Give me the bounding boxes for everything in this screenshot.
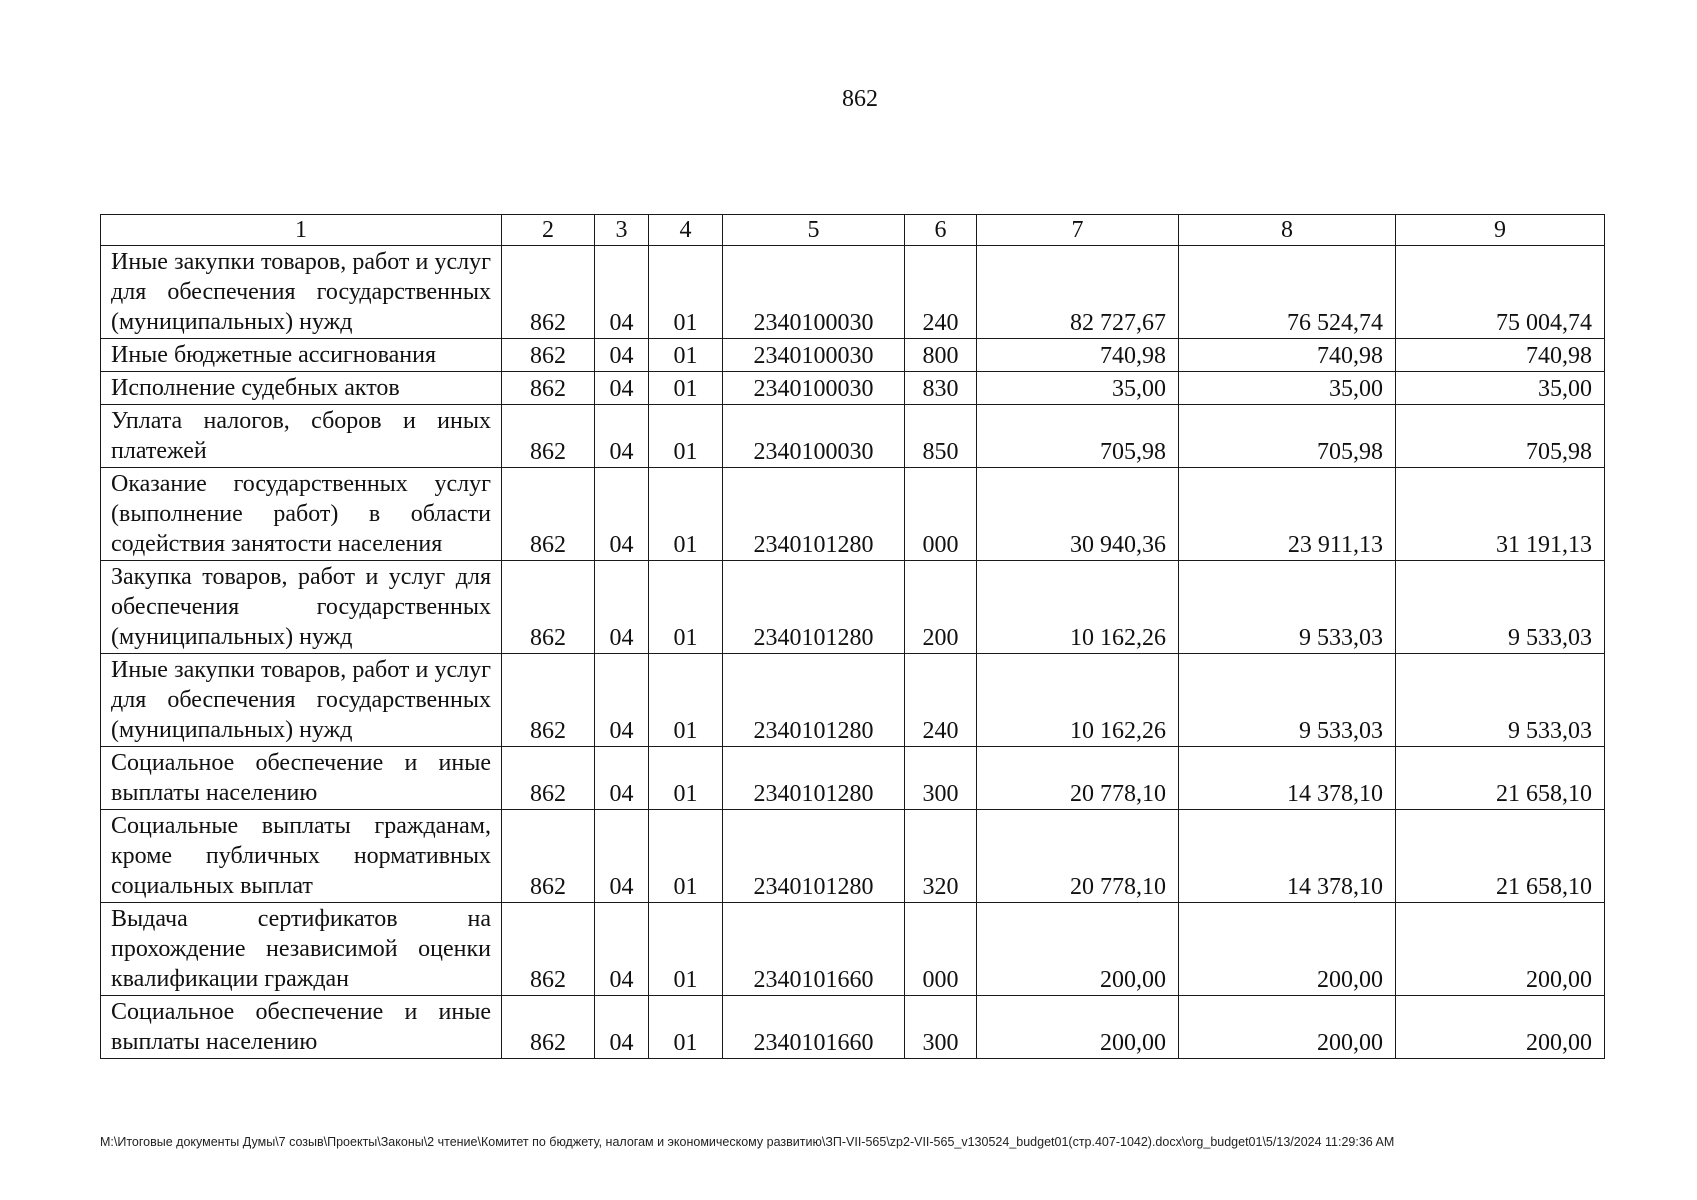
target-article-cell: 2340100030 bbox=[723, 339, 905, 372]
table-row bbox=[101, 468, 1605, 561]
amount-col9-cell: 21 658,10 bbox=[1396, 810, 1605, 903]
target-article-cell: 2340100030 bbox=[723, 246, 905, 339]
row-name-cell: Закупка товаров, работ и услуг для обеспечения государственных (муниципальных) нужд bbox=[101, 561, 502, 654]
row-name-cell: Исполнение судебных актов bbox=[101, 372, 502, 405]
subsection-cell: 01 bbox=[649, 468, 723, 561]
amount-col7-cell: 200,00 bbox=[977, 996, 1179, 1059]
row-name-cell: Оказание государственных услуг (выполнение работ) в области содействия занятости населения bbox=[101, 468, 502, 561]
row-name-cell: Социальное обеспечение и иные выплаты населению bbox=[101, 747, 502, 810]
target-article-cell: 2340100030 bbox=[723, 372, 905, 405]
expense-type-cell: 320 bbox=[905, 810, 977, 903]
ministry-code-cell: 862 bbox=[502, 246, 595, 339]
expense-type-cell: 830 bbox=[905, 372, 977, 405]
expense-type-cell: 000 bbox=[905, 903, 977, 996]
target-article-cell: 2340101280 bbox=[723, 654, 905, 747]
ministry-code-cell: 862 bbox=[502, 996, 595, 1059]
target-article-cell: 2340101660 bbox=[723, 996, 905, 1059]
budget-table bbox=[100, 214, 1605, 1059]
row-name-cell: Иные бюджетные ассигнования bbox=[101, 339, 502, 372]
ministry-code-cell: 862 bbox=[502, 561, 595, 654]
row-name-cell: Выдача сертификатов на прохождение независимой оценки квалификации граждан bbox=[101, 903, 502, 996]
amount-col9-cell: 75 004,74 bbox=[1396, 246, 1605, 339]
amount-col9-cell: 9 533,03 bbox=[1396, 654, 1605, 747]
amount-col7-cell: 35,00 bbox=[977, 372, 1179, 405]
row-name-cell: Иные закупки товаров, работ и услуг для обеспечения государственных (муниципальных) нужд bbox=[101, 246, 502, 339]
section-cell: 04 bbox=[595, 561, 649, 654]
table-row bbox=[101, 747, 1605, 810]
column-header: 7 bbox=[977, 215, 1179, 246]
expense-type-cell: 300 bbox=[905, 996, 977, 1059]
expense-type-cell: 240 bbox=[905, 654, 977, 747]
amount-col9-cell: 740,98 bbox=[1396, 339, 1605, 372]
subsection-cell: 01 bbox=[649, 372, 723, 405]
subsection-cell: 01 bbox=[649, 561, 723, 654]
section-cell: 04 bbox=[595, 810, 649, 903]
section-cell: 04 bbox=[595, 747, 649, 810]
ministry-code-cell: 862 bbox=[502, 654, 595, 747]
column-header: 5 bbox=[723, 215, 905, 246]
section-cell: 04 bbox=[595, 903, 649, 996]
target-article-cell: 2340101280 bbox=[723, 468, 905, 561]
column-header: 3 bbox=[595, 215, 649, 246]
row-name-cell: Иные закупки товаров, работ и услуг для обеспечения государственных (муниципальных) нужд bbox=[101, 654, 502, 747]
amount-col7-cell: 30 940,36 bbox=[977, 468, 1179, 561]
table-row bbox=[101, 246, 1605, 339]
ministry-code-cell: 862 bbox=[502, 372, 595, 405]
amount-col9-cell: 200,00 bbox=[1396, 996, 1605, 1059]
table-row bbox=[101, 339, 1605, 372]
document-file-path-footer: M:\Итоговые документы Думы\7 созыв\Проекты\Законы\2 чтение\Комитет по бюджету, налогам и экономическому развитию\ЗП-VII-565\zp2-VII-565_v130524_budget01(стр.407-1042).docx\org_budget01\5/13/2024 11:29:36 AM bbox=[100, 1135, 1395, 1149]
subsection-cell: 01 bbox=[649, 996, 723, 1059]
amount-col8-cell: 14 378,10 bbox=[1179, 747, 1396, 810]
amount-col9-cell: 21 658,10 bbox=[1396, 747, 1605, 810]
ministry-code-cell: 862 bbox=[502, 468, 595, 561]
amount-col7-cell: 10 162,26 bbox=[977, 561, 1179, 654]
amount-col8-cell: 740,98 bbox=[1179, 339, 1396, 372]
amount-col9-cell: 9 533,03 bbox=[1396, 561, 1605, 654]
subsection-cell: 01 bbox=[649, 747, 723, 810]
section-cell: 04 bbox=[595, 654, 649, 747]
table-row bbox=[101, 810, 1605, 903]
subsection-cell: 01 bbox=[649, 903, 723, 996]
subsection-cell: 01 bbox=[649, 339, 723, 372]
amount-col7-cell: 705,98 bbox=[977, 405, 1179, 468]
table-row bbox=[101, 372, 1605, 405]
table-row bbox=[101, 903, 1605, 996]
expense-type-cell: 850 bbox=[905, 405, 977, 468]
amount-col8-cell: 76 524,74 bbox=[1179, 246, 1396, 339]
amount-col7-cell: 20 778,10 bbox=[977, 810, 1179, 903]
target-article-cell: 2340100030 bbox=[723, 405, 905, 468]
ministry-code-cell: 862 bbox=[502, 903, 595, 996]
table-row bbox=[101, 405, 1605, 468]
target-article-cell: 2340101660 bbox=[723, 903, 905, 996]
expense-type-cell: 200 bbox=[905, 561, 977, 654]
amount-col8-cell: 9 533,03 bbox=[1179, 654, 1396, 747]
subsection-cell: 01 bbox=[649, 246, 723, 339]
amount-col7-cell: 82 727,67 bbox=[977, 246, 1179, 339]
ministry-code-cell: 862 bbox=[502, 339, 595, 372]
amount-col8-cell: 23 911,13 bbox=[1179, 468, 1396, 561]
amount-col8-cell: 200,00 bbox=[1179, 996, 1396, 1059]
subsection-cell: 01 bbox=[649, 405, 723, 468]
amount-col8-cell: 14 378,10 bbox=[1179, 810, 1396, 903]
table-row bbox=[101, 561, 1605, 654]
subsection-cell: 01 bbox=[649, 654, 723, 747]
target-article-cell: 2340101280 bbox=[723, 810, 905, 903]
amount-col8-cell: 200,00 bbox=[1179, 903, 1396, 996]
amount-col9-cell: 31 191,13 bbox=[1396, 468, 1605, 561]
amount-col9-cell: 200,00 bbox=[1396, 903, 1605, 996]
expense-type-cell: 240 bbox=[905, 246, 977, 339]
amount-col7-cell: 740,98 bbox=[977, 339, 1179, 372]
amount-col7-cell: 20 778,10 bbox=[977, 747, 1179, 810]
section-cell: 04 bbox=[595, 468, 649, 561]
amount-col9-cell: 705,98 bbox=[1396, 405, 1605, 468]
column-header: 1 bbox=[101, 215, 502, 246]
expense-type-cell: 300 bbox=[905, 747, 977, 810]
amount-col9-cell: 35,00 bbox=[1396, 372, 1605, 405]
row-name-cell: Социальные выплаты гражданам, кроме публичных нормативных социальных выплат bbox=[101, 810, 502, 903]
expense-type-cell: 800 bbox=[905, 339, 977, 372]
section-cell: 04 bbox=[595, 996, 649, 1059]
section-cell: 04 bbox=[595, 405, 649, 468]
column-header: 9 bbox=[1396, 215, 1605, 246]
ministry-code-cell: 862 bbox=[502, 747, 595, 810]
section-cell: 04 bbox=[595, 339, 649, 372]
table-row bbox=[101, 654, 1605, 747]
table-header-row bbox=[101, 215, 1605, 246]
amount-col8-cell: 9 533,03 bbox=[1179, 561, 1396, 654]
subsection-cell: 01 bbox=[649, 810, 723, 903]
row-name-cell: Социальное обеспечение и иные выплаты населению bbox=[101, 996, 502, 1059]
page-number: 862 bbox=[842, 86, 878, 112]
target-article-cell: 2340101280 bbox=[723, 561, 905, 654]
amount-col8-cell: 705,98 bbox=[1179, 405, 1396, 468]
amount-col8-cell: 35,00 bbox=[1179, 372, 1396, 405]
column-header: 6 bbox=[905, 215, 977, 246]
section-cell: 04 bbox=[595, 372, 649, 405]
amount-col7-cell: 200,00 bbox=[977, 903, 1179, 996]
expense-type-cell: 000 bbox=[905, 468, 977, 561]
column-header: 4 bbox=[649, 215, 723, 246]
section-cell: 04 bbox=[595, 246, 649, 339]
ministry-code-cell: 862 bbox=[502, 810, 595, 903]
amount-col7-cell: 10 162,26 bbox=[977, 654, 1179, 747]
column-header: 8 bbox=[1179, 215, 1396, 246]
row-name-cell: Уплата налогов, сборов и иных платежей bbox=[101, 405, 502, 468]
table-row bbox=[101, 996, 1605, 1059]
target-article-cell: 2340101280 bbox=[723, 747, 905, 810]
column-header: 2 bbox=[502, 215, 595, 246]
ministry-code-cell: 862 bbox=[502, 405, 595, 468]
